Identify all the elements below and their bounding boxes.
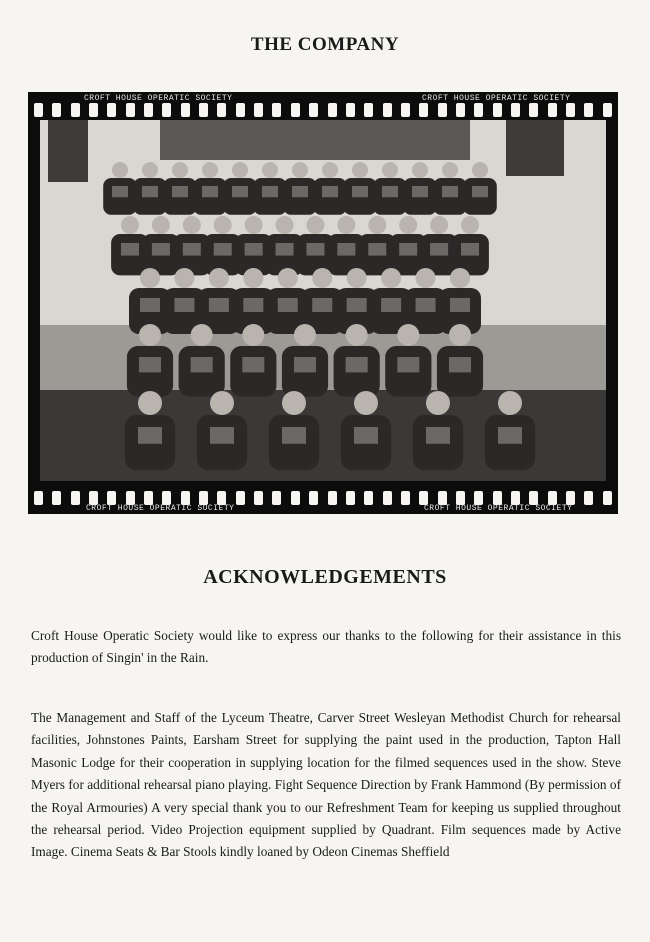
sprocket-hole [383,491,392,505]
film-edge-label: CROFT HOUSE OPERATIC SOCIETY [84,94,233,103]
sprocket-hole [474,491,483,505]
sprocket-hole [548,103,557,117]
sprocket-hole [272,103,281,117]
sprocket-hole [603,491,612,505]
sprocket-hole [419,103,428,117]
sprocket-hole [364,491,373,505]
sprocket-hole [511,103,520,117]
sprocket-hole [346,103,355,117]
sprocket-hole [126,491,135,505]
sprocket-hole [401,491,410,505]
sprocket-hole [529,491,538,505]
sprocket-hole [603,103,612,117]
sprocket-hole [107,491,116,505]
sprocket-hole [236,491,245,505]
sprocket-hole [236,103,245,117]
company-group-photo [40,120,606,481]
sprocket-holes-bottom [34,491,612,505]
thanks-intro-paragraph: Croft House Operatic Society would like to express our thanks to the following for their assistance in this production of Singin' in the Rain. [31,628,621,666]
sprocket-hole [144,103,153,117]
sprocket-hole [419,491,428,505]
sprocket-hole [548,491,557,505]
sprocket-hole [71,103,80,117]
sprocket-hole [493,103,502,117]
sprocket-hole [529,103,538,117]
sprocket-hole [566,491,575,505]
sprocket-hole [309,491,318,505]
sprocket-hole [162,103,171,117]
sprocket-hole [181,103,190,117]
sprocket-hole [474,103,483,117]
sprocket-holes-top [34,103,612,117]
sprocket-hole [438,491,447,505]
sprocket-hole [291,491,300,505]
filmstrip-frame [28,92,618,514]
sprocket-hole [254,103,263,117]
sprocket-hole [126,103,135,117]
sprocket-hole [493,491,502,505]
sprocket-hole [511,491,520,505]
sprocket-hole [309,103,318,117]
sprocket-hole [383,103,392,117]
sprocket-hole [34,103,43,117]
sprocket-hole [144,491,153,505]
sprocket-hole [89,103,98,117]
sprocket-hole [71,491,80,505]
sprocket-hole [566,103,575,117]
thanks-list-paragraph: The Management and Staff of the Lyceum Theatre, Carver Street Wesleyan Methodist Church for rehearsal facilities, Johnstones Paints, Earsham Street for supplying the paint used in the production, Tapton Hall Masonic Lodge for their cooperation in supplying location for the filmed sequences used in the show. Steve Myers for additional rehearsal piano playing. Fight Sequence Direction by Frank Hammond (By permission of the Royal Armouries) A very special thank you to our Refreshment Team for keeping us supplied throughout the rehearsal period. Video Projection equipment supplied by Quadrant. Film sequences made by Active Image. Cinema Seats & Bar Stools kindly loaned by Odeon Cinemas Sheffield [31,710,621,860]
sprocket-hole [107,103,116,117]
sprocket-hole [456,491,465,505]
sprocket-hole [34,491,43,505]
sprocket-hole [52,103,61,117]
sprocket-hole [456,103,465,117]
acknowledgements-title: ACKNOWLEDGEMENTS [203,566,447,588]
sprocket-hole [254,491,263,505]
sprocket-hole [328,491,337,505]
sprocket-hole [217,491,226,505]
film-edge-label: CROFT HOUSE OPERATIC SOCIETY [422,94,571,103]
sprocket-hole [52,491,61,505]
sprocket-hole [199,491,208,505]
company-title: THE COMPANY [250,34,400,55]
sprocket-hole [199,103,208,117]
sprocket-hole [291,103,300,117]
film-edge-label: CROFT HOUSE OPERATIC SOCIETY [86,504,235,513]
film-edge-label: CROFT HOUSE OPERATIC SOCIETY [424,504,573,513]
sprocket-hole [328,103,337,117]
sprocket-hole [272,491,281,505]
sprocket-hole [584,103,593,117]
sprocket-hole [364,103,373,117]
sprocket-hole [438,103,447,117]
sprocket-hole [162,491,171,505]
sprocket-hole [89,491,98,505]
sprocket-hole [346,491,355,505]
sprocket-hole [181,491,190,505]
sprocket-hole [401,103,410,117]
sprocket-hole [217,103,226,117]
sprocket-hole [584,491,593,505]
